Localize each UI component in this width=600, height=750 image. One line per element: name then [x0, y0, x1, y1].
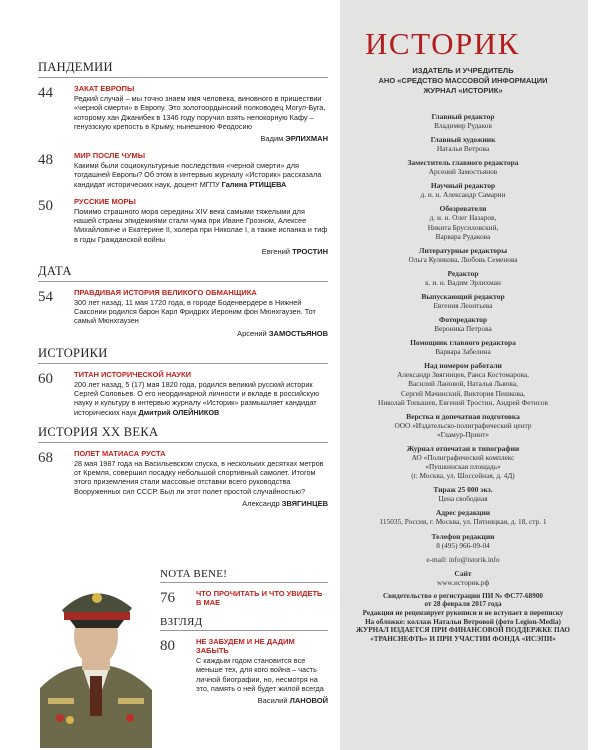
- entry-headline[interactable]: ПОЛЕТ МАТИАСА РУСТА: [74, 448, 166, 458]
- staff-name: ООО «Издательско-полиграфический центр: [394, 420, 532, 430]
- staff-role: Тираж 25 000 экз.: [433, 485, 493, 495]
- staff-name: Николай Топышев, Евгений Тростин, Андрей Фетисов: [378, 397, 548, 407]
- staff-name: e-mail: info@istorik.info: [426, 554, 500, 564]
- author-surname: ЛАНОВОЙ: [289, 696, 328, 706]
- staff-role: Фоторедактор: [438, 315, 488, 325]
- footer-line: Редакция не рецензирует рукописи и не вступает в переписку: [362, 609, 564, 618]
- staff-name: Александр Звягинцев, Раиса Костомарова,: [397, 370, 529, 380]
- toc-entry: [38, 197, 328, 256]
- publisher-line: ИЗДАТЕЛЬ И УЧРЕДИТЕЛЬ: [412, 66, 514, 75]
- staff-role: Обозреватели: [439, 204, 487, 214]
- staff-name: «Пушкинская площадь»: [425, 462, 501, 472]
- staff-entry: [348, 485, 578, 503]
- staff-name: Варвара Забелина: [435, 347, 491, 357]
- staff-role: Адрес редакции: [435, 508, 491, 518]
- entry-text: 300 лет назад, 11 мая 1720 года, в городе Боденвердере в Нижней Саксонии родился барон Карл Фридрих Иероним фон Мюнхгаузен. Тот самый Мюнхгаузен: [74, 297, 316, 326]
- entry-author: Василий ЛАНОВОЙ: [257, 696, 328, 706]
- staff-name: Василий Лановой, Наталья Львова,: [408, 379, 518, 389]
- staff-list: [348, 112, 578, 644]
- toc-section: [38, 60, 328, 256]
- section-title: ИСТОРИЯ XX ВЕКА: [38, 425, 328, 443]
- staff-name: Никита Брусиловский,: [427, 222, 499, 232]
- publisher-line: ЖУРНАЛ «ИСТОРИК»: [423, 86, 503, 96]
- staff-role: Главный редактор: [431, 112, 495, 121]
- entry-text: 200 лет назад, 5 (17) мая 1820 года, родился великий русский историк Сергей Соловьев. О его неординарной личности и вкладе в российскую науку и культуру в интервью журналу «Историк» размышляет кандидат исторических наук Дмитрий ОЛЕЙНИКОВ: [74, 379, 320, 417]
- entry-headline[interactable]: РУССКИЕ МОРЫ: [74, 196, 136, 206]
- entry-body: [74, 288, 328, 338]
- entry-author: Дмитрий ОЛЕЙНИКОВ: [138, 407, 220, 417]
- staff-name: д. и. н. Олег Назаров,: [429, 213, 497, 223]
- page-number: 48: [38, 152, 53, 169]
- toc-entry: [38, 288, 328, 338]
- toc-section: [160, 568, 328, 608]
- magazine-logo: ИСТОРИК: [365, 26, 520, 61]
- staff-role: Редактор: [447, 268, 479, 278]
- section-title: ДАТА: [38, 264, 328, 282]
- entry-text: Какими были социокультурные последствия «черной смерти» для тогдашней Европы? Об этом в интервью журналу «Историк» рассказала кандидат исторических наук, доцент МГПУ Галина РТИЩЕВА: [74, 161, 322, 189]
- staff-entry: [348, 269, 578, 287]
- entry-headline[interactable]: ПРАВДИВАЯ ИСТОРИЯ ВЕЛИКОГО ОБМАНЩИКА: [74, 287, 257, 297]
- entry-text: 28 мая 1987 года на Васильевском спуска, в нескольких десятках метров от Кремля, совершил посадку небольшой спортивный самолет. Итогом этого приземления стали массовые отставки всего руководства Вооруженных сил СССР. Был ли этот полет простой случайностью?: [74, 458, 324, 496]
- staff-name: Цена свободная: [438, 494, 488, 504]
- staff-entry: [348, 246, 578, 264]
- staff-entry: [348, 555, 578, 564]
- page-number: 80: [160, 638, 175, 654]
- staff-name: 115035, Россия, г. Москва, ул. Пятницкая, д. 18, стр. 1: [379, 517, 547, 527]
- staff-role: Журнал отпечатан в типографии: [406, 443, 520, 453]
- entry-headline[interactable]: МИР ПОСЛЕ ЧУМЫ: [74, 151, 146, 161]
- staff-role: Над номером работали: [424, 361, 502, 371]
- entry-headline[interactable]: НЕ ЗАБУДЕМ И НЕ ДАДИМ ЗАБЫТЬ: [196, 637, 295, 655]
- entry-body: [74, 151, 328, 189]
- author-surname: ЗВЯГИНЦЕВ: [281, 498, 328, 508]
- entry-body: [196, 637, 328, 705]
- staff-name: www.историк.рф: [436, 577, 490, 587]
- toc-entry: [38, 84, 328, 143]
- publisher-line: АНО «СРЕДСТВО МАССОВОЙ ИНФОРМАЦИИ: [378, 76, 548, 86]
- toc-section: [160, 616, 328, 705]
- section-title: ПАНДЕМИИ: [38, 60, 328, 78]
- staff-entry: [348, 181, 578, 199]
- staff-name: Вероника Петрова: [434, 324, 492, 334]
- staff-name: Варвара Рудакова: [435, 231, 491, 241]
- toc-entry: [38, 449, 328, 508]
- entry-headline[interactable]: ЗАКАТ ЕВРОПЫ: [74, 84, 135, 93]
- footer-line: На обложке: коллаж Натальи Ветровой (фото Legion-Media): [365, 617, 561, 626]
- staff-name: к. и. н. Вадим Эрлихман: [425, 277, 501, 287]
- entry-body: [74, 449, 328, 508]
- staff-entry: [348, 361, 578, 406]
- entry-author: Александр ЗВЯГИНЦЕВ: [242, 498, 328, 508]
- officer-portrait: [40, 558, 152, 748]
- staff-role: Литературные редакторы: [418, 245, 508, 255]
- staff-entry: [348, 569, 578, 587]
- staff-role: Телефон редакции: [431, 531, 495, 541]
- toc-entry: [160, 637, 328, 705]
- entry-body: [196, 589, 328, 608]
- page-number: 50: [38, 197, 53, 214]
- page-number: 54: [38, 288, 53, 305]
- page-number: 60: [38, 370, 53, 387]
- toc-section: [38, 346, 328, 417]
- entry-text: С каждым годом становится все меньше тех, для кого война – часть личной биографии, но, несмотря на это, память о ней будет жилой всегда: [196, 656, 324, 693]
- staff-role: Верстка и допечатная подготовка: [406, 411, 520, 421]
- staff-role: Главный художник: [430, 135, 496, 145]
- section-title: NOTA BENE!: [160, 568, 328, 583]
- staff-entry: [348, 292, 578, 310]
- staff-name: 8 (495) 966-09-04: [436, 540, 490, 550]
- entry-body: [74, 84, 328, 143]
- staff-entry: [348, 158, 578, 176]
- staff-role: Помощник главного редактора: [410, 338, 516, 348]
- entry-author: Галина РТИЩЕВА: [221, 179, 287, 189]
- toc-entry: [160, 589, 328, 608]
- footer-line: от 28 февраля 2017 года: [424, 600, 502, 609]
- staff-entry: [348, 112, 578, 130]
- staff-name: Евгения Леонтьева: [433, 300, 493, 310]
- staff-name: Наталья Ветрова: [436, 144, 490, 154]
- section-title: ВЗГЛЯД: [160, 616, 328, 631]
- staff-name: д. и. н. Александр Самарин: [420, 190, 506, 200]
- author-surname: ТРОСТИН: [292, 246, 328, 256]
- toc-entry: [38, 151, 328, 189]
- toc-entry: [38, 370, 328, 417]
- entry-text: Помимо страшного мора середины XIV века самыми тяжелыми для нашей страны эпидемиями стали чума при Иване Грозном, Алексее Михайловиче и Екатерине II, холера при Николае I, а также испанка и тиф в годы Гражданской войны: [74, 206, 328, 244]
- staff-entry: [348, 508, 578, 526]
- contents-lower: [160, 568, 328, 713]
- contents-column: [38, 60, 328, 516]
- staff-name: Владимир Рудаков: [434, 121, 492, 130]
- staff-name: Арсений Замостьянов: [428, 167, 498, 177]
- staff-name: АО «Полиграфический комплекс: [411, 452, 515, 462]
- staff-name: (г. Москва, ул. Шоссейная, д. 4Д): [411, 471, 515, 481]
- entry-author: Арсений ЗАМОСТЬЯНОВ: [237, 328, 328, 338]
- staff-entry: [348, 412, 578, 439]
- page-number: 76: [160, 590, 175, 606]
- staff-role: Выпускающий редактор: [421, 291, 505, 301]
- staff-entry: [348, 204, 578, 240]
- author-surname: ЗАМОСТЬЯНОВ: [268, 328, 328, 338]
- section-title: ИСТОРИКИ: [38, 346, 328, 364]
- entry-headline[interactable]: ТИТАН ИСТОРИЧЕСКОЙ НАУКИ: [74, 369, 191, 379]
- staff-entry: [348, 444, 578, 480]
- masthead-footer: [348, 592, 578, 644]
- staff-role: Сайт: [454, 568, 472, 578]
- entry-author: Евгений ТРОСТИН: [261, 246, 328, 256]
- page-number: 44: [38, 85, 53, 101]
- staff-name: «Гламур-Принт»: [436, 429, 490, 439]
- staff-name: Ольга Куликова, Любовь Семенова: [408, 254, 518, 264]
- staff-role: Заместитель главного редактора: [407, 158, 519, 168]
- staff-entry: [348, 135, 578, 153]
- publisher-block: [348, 66, 578, 96]
- entry-author: Вадим ЭРЛИХМАН: [260, 134, 328, 144]
- staff-role: Научный редактор: [430, 181, 496, 191]
- entry-body: [74, 197, 328, 256]
- footer-line: Свидетельство о регистрации ПИ № ФС77-68900: [382, 591, 544, 600]
- entry-body: [74, 370, 328, 417]
- staff-name: Сергей Мачинский, Виктория Пешкова,: [401, 388, 525, 398]
- toc-section: [38, 264, 328, 338]
- staff-entry: [348, 338, 578, 356]
- footer-line: ЖУРНАЛ ИЗДАЕТСЯ ПРИ ФИНАНСОВОЙ ПОДДЕРЖКЕ ПАО «ТРАНСНЕФТЬ» И ПРИ УЧАСТИИ ФОНДА «ИСЭПИ»: [355, 626, 571, 644]
- author-surname: ЭРЛИХМАН: [285, 134, 328, 144]
- entry-text: Редкий случай – мы точно знаем имя человека, виновного в пришествии «черной смерти» в Европу. Это золотоордынский полководец Могул-Буга, которому хан Джанибек в 1346 году поручил взять непокорную Кафу – генуэзскую крепость в Крыму, нынешнюю Феодосию: [74, 94, 326, 131]
- toc-section: [38, 425, 328, 508]
- entry-headline[interactable]: ЧТО ПРОЧИТАТЬ И ЧТО УВИДЕТЬ В МАЕ: [196, 589, 323, 607]
- staff-entry: [348, 532, 578, 550]
- page-number: 68: [38, 449, 53, 466]
- staff-entry: [348, 315, 578, 333]
